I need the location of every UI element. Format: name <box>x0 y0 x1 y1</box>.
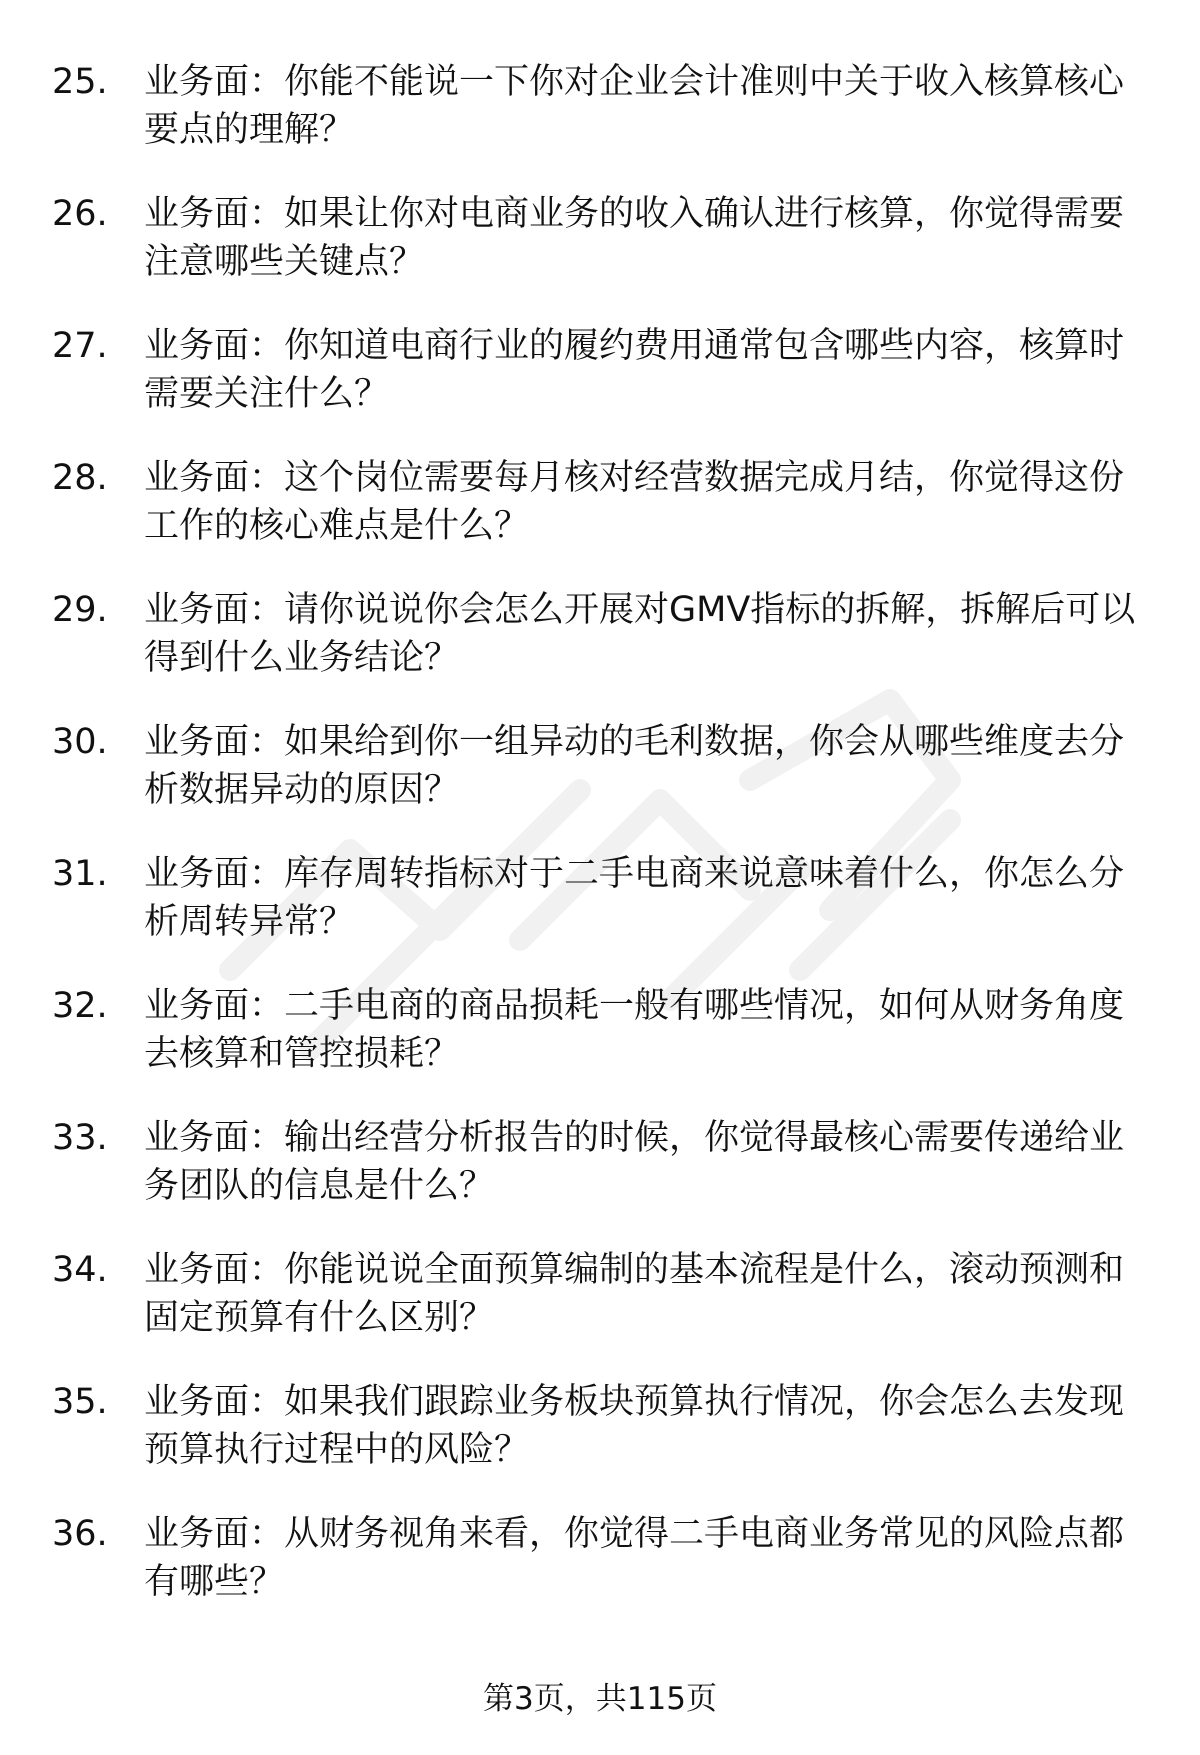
question-item <box>52 718 1162 850</box>
question-text: 业务面：输出经营分析报告的时候，你觉得最核心需要传递给业务团队的信息是什么？ <box>144 1118 1125 1206</box>
question-number: 35. <box>52 1382 108 1422</box>
question-text: 业务面：如果让你对电商业务的收入确认进行核算，你觉得需要注意哪些关键点？ <box>144 194 1125 282</box>
question-number: 27. <box>52 326 108 366</box>
question-text: 业务面：从财务视角来看，你觉得二手电商业务常见的风险点都有哪些？ <box>144 1514 1125 1602</box>
question-item <box>52 1114 1162 1246</box>
question-item <box>52 322 1162 454</box>
question-number: 30. <box>52 722 108 762</box>
question-item <box>52 190 1162 322</box>
page-footer: 第3页，共115页 <box>483 1681 717 1717</box>
question-item <box>52 1246 1162 1378</box>
question-item <box>52 982 1162 1114</box>
question-text: 业务面：如果给到你一组异动的毛利数据，你会从哪些维度去分析数据异动的原因？ <box>144 722 1125 810</box>
question-number: 25. <box>52 62 108 102</box>
question-number: 32. <box>52 986 108 1026</box>
question-number: 29. <box>52 590 108 630</box>
question-number: 36. <box>52 1514 108 1554</box>
question-number: 28. <box>52 458 108 498</box>
question-number: 31. <box>52 854 108 894</box>
question-text: 业务面：你能不能说一下你对企业会计准则中关于收入核算核心要点的理解？ <box>144 62 1125 150</box>
question-text: 业务面：库存周转指标对于二手电商来说意味着什么，你怎么分析周转异常？ <box>144 854 1125 942</box>
question-text: 业务面：你能说说全面预算编制的基本流程是什么，滚动预测和固定预算有什么区别？ <box>144 1250 1125 1338</box>
question-item <box>52 1378 1162 1510</box>
question-number: 33. <box>52 1118 108 1158</box>
question-item <box>52 586 1162 718</box>
question-text: 业务面：如果我们跟踪业务板块预算执行情况，你会怎么去发现预算执行过程中的风险？ <box>144 1382 1125 1470</box>
question-list <box>52 58 1162 1642</box>
question-item <box>52 454 1162 586</box>
question-number: 34. <box>52 1250 108 1290</box>
question-text: 业务面：请你说说你会怎么开展对GMV指标的拆解，拆解后可以得到什么业务结论？ <box>144 590 1136 678</box>
question-item <box>52 850 1162 982</box>
question-number: 26. <box>52 194 108 234</box>
question-text: 业务面：二手电商的商品损耗一般有哪些情况，如何从财务角度去核算和管控损耗？ <box>144 986 1125 1074</box>
question-item <box>52 58 1162 190</box>
question-text: 业务面：这个岗位需要每月核对经营数据完成月结，你觉得这份工作的核心难点是什么？ <box>144 458 1125 546</box>
question-item <box>52 1510 1162 1642</box>
question-text: 业务面：你知道电商行业的履约费用通常包含哪些内容，核算时需要关注什么？ <box>144 326 1125 414</box>
